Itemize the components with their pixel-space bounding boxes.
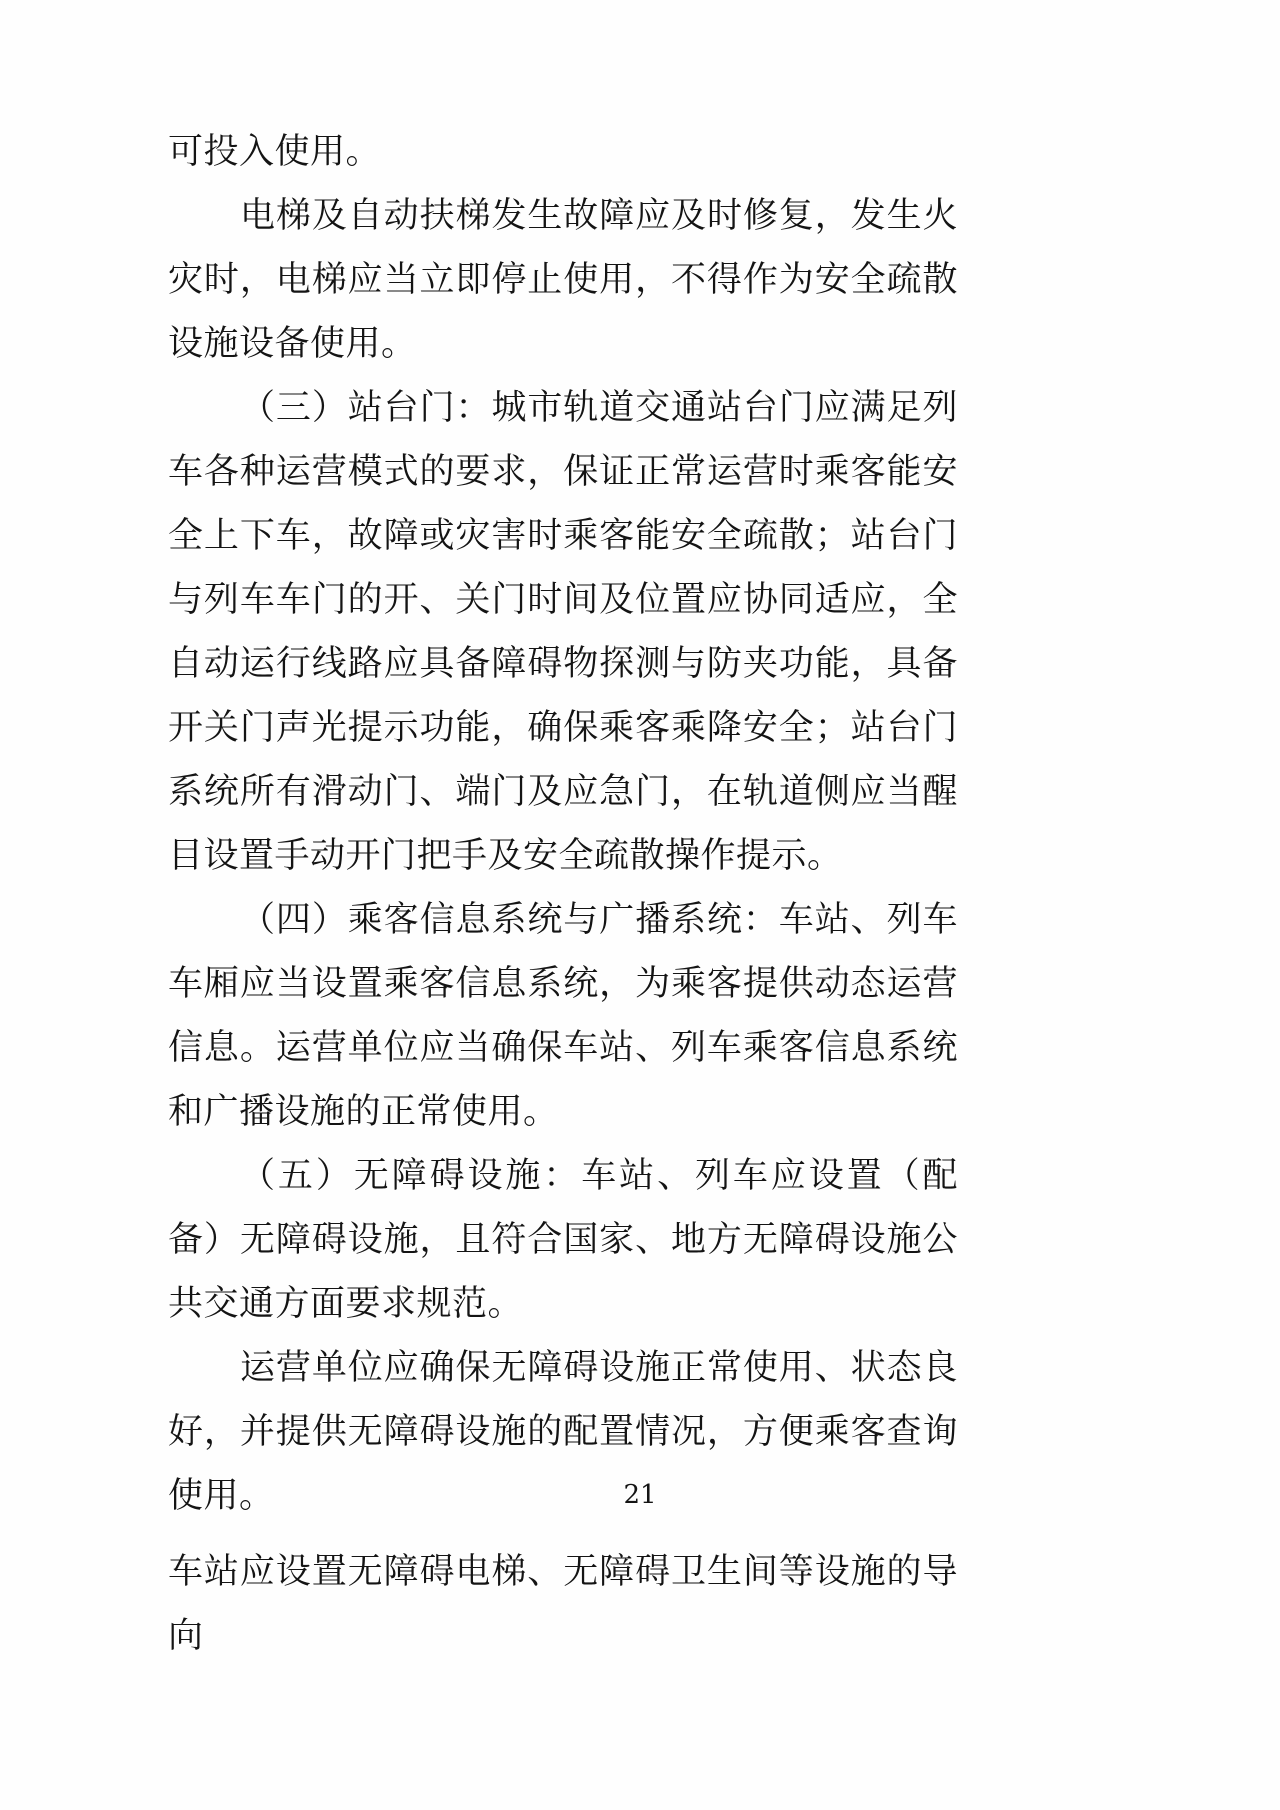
page-body [168,120,958,1528]
paragraph-continuation: 车站应设置无障碍电梯、无障碍卫生间等设施的导向 [168,1552,958,1656]
paragraph-1: 可投入使用。 [168,132,382,172]
paragraph-5: （五）无障碍设施：车站、列车应设置（配备）无障碍设施，且符合国家、地方无障碍设施公共交通方面要求规范。 [168,1156,958,1324]
paragraph-4: （四）乘客信息系统与广播系统：车站、列车车厢应当设置乘客信息系统，为乘客提供动态运营信息。运营单位应当确保车站、列车乘客信息系统和广播设施的正常使用。 [168,900,958,1132]
paragraph-2: 电梯及自动扶梯发生故障应及时修复，发生火灾时，电梯应当立即停止使用，不得作为安全疏散设施设备使用。 [168,196,958,364]
page-number: 21 [623,1480,657,1510]
paragraph-6: 运营单位应确保无障碍设施正常使用、状态良好，并提供无障碍设施的配置情况，方便乘客查询使用。 [168,1348,958,1516]
paragraph-3: （三）站台门：城市轨道交通站台门应满足列车各种运营模式的要求，保证正常运营时乘客能安全上下车，故障或灾害时乘客能安全疏散；站台门与列车车门的开、关门时间及位置应协同适应，全自动运行线路应具备障碍物探测与防夹功能，具备开关门声光提示功能，确保乘客乘降安全；站台门系统所有滑动门、端门及应急门，在轨道侧应当醒目设置手动开门把手及安全疏散操作提示。 [168,388,958,876]
